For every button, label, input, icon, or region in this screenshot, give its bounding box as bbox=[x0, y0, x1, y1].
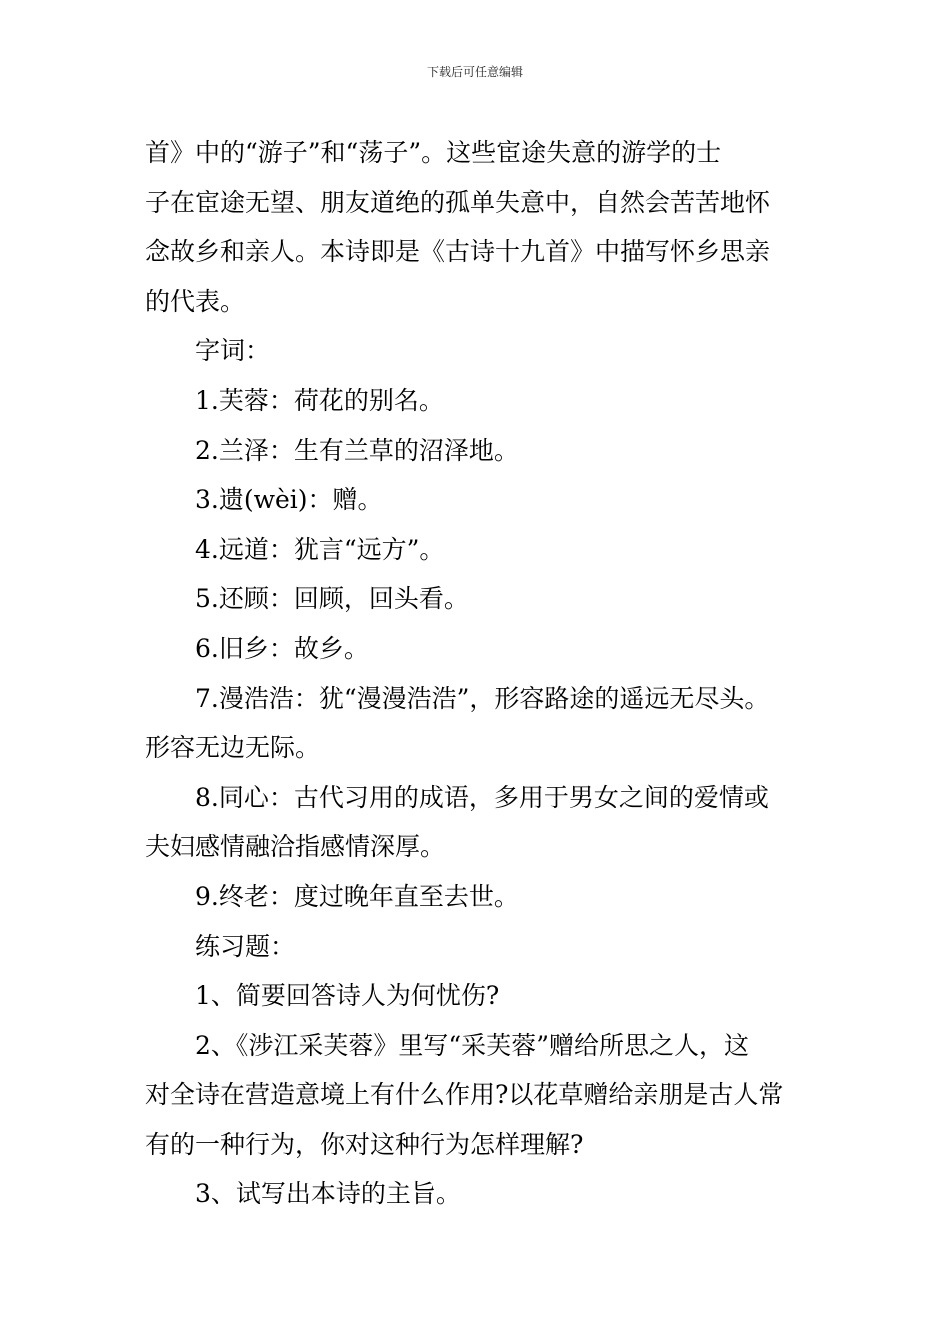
section-heading-exercises: 练习题： bbox=[195, 931, 296, 961]
vocab-item: 4.远道：犹言“远方”。 bbox=[195, 534, 445, 564]
section-heading-vocabulary: 字词： bbox=[195, 336, 271, 366]
page-header: 下载后可任意编辑 bbox=[426, 65, 523, 79]
text-line: 对全诗在营造意境上有什么作用?以花草赠给亲朋是古人常 bbox=[145, 1080, 784, 1110]
text-line: 子在宦途无望、朋友道绝的孤单失意中，自然会苦苦地怀 bbox=[145, 187, 771, 217]
text-line: 有的一种行为，你对这种行为怎样理解? bbox=[145, 1129, 584, 1159]
vocab-item: 9.终老：度过晚年直至去世。 bbox=[195, 881, 519, 911]
exercise-item: 3、试写出本诗的主旨。 bbox=[195, 1179, 461, 1209]
vocab-item: 2.兰泽：生有兰草的沼泽地。 bbox=[195, 435, 519, 465]
exercise-item: 2、《涉江采芙蓉》里写“采芙蓉”赠给所思之人，这 bbox=[195, 1030, 749, 1060]
document-body bbox=[145, 128, 825, 1219]
text-line: 的代表。 bbox=[145, 286, 246, 316]
vocab-item: 3.遗(wèi)：赠。 bbox=[195, 485, 383, 515]
text-line: 念故乡和亲人。本诗即是《古诗十九首》中描写怀乡思亲 bbox=[145, 237, 771, 267]
exercise-item: 1、简要回答诗人为何忧伤? bbox=[195, 981, 500, 1011]
text-line: 夫妇感情融洽指感情深厚。 bbox=[145, 832, 446, 862]
text-line: 首》中的“游子”和“荡子”。这些宦途失意的游学的士 bbox=[145, 138, 722, 167]
vocab-item: 8.同心：古代习用的成语，多用于男女之间的爱情或 bbox=[195, 782, 769, 812]
vocab-item: 5.还顾：回顾，回头看。 bbox=[195, 584, 469, 614]
vocab-item: 6.旧乡：故乡。 bbox=[195, 633, 369, 663]
vocab-item: 1.芙蓉：荷花的别名。 bbox=[195, 385, 444, 415]
vocab-item: 7.漫浩浩：犹“漫漫浩浩”，形容路途的遥远无尽头。 bbox=[195, 683, 770, 713]
text-line: 形容无边无际。 bbox=[145, 733, 321, 763]
